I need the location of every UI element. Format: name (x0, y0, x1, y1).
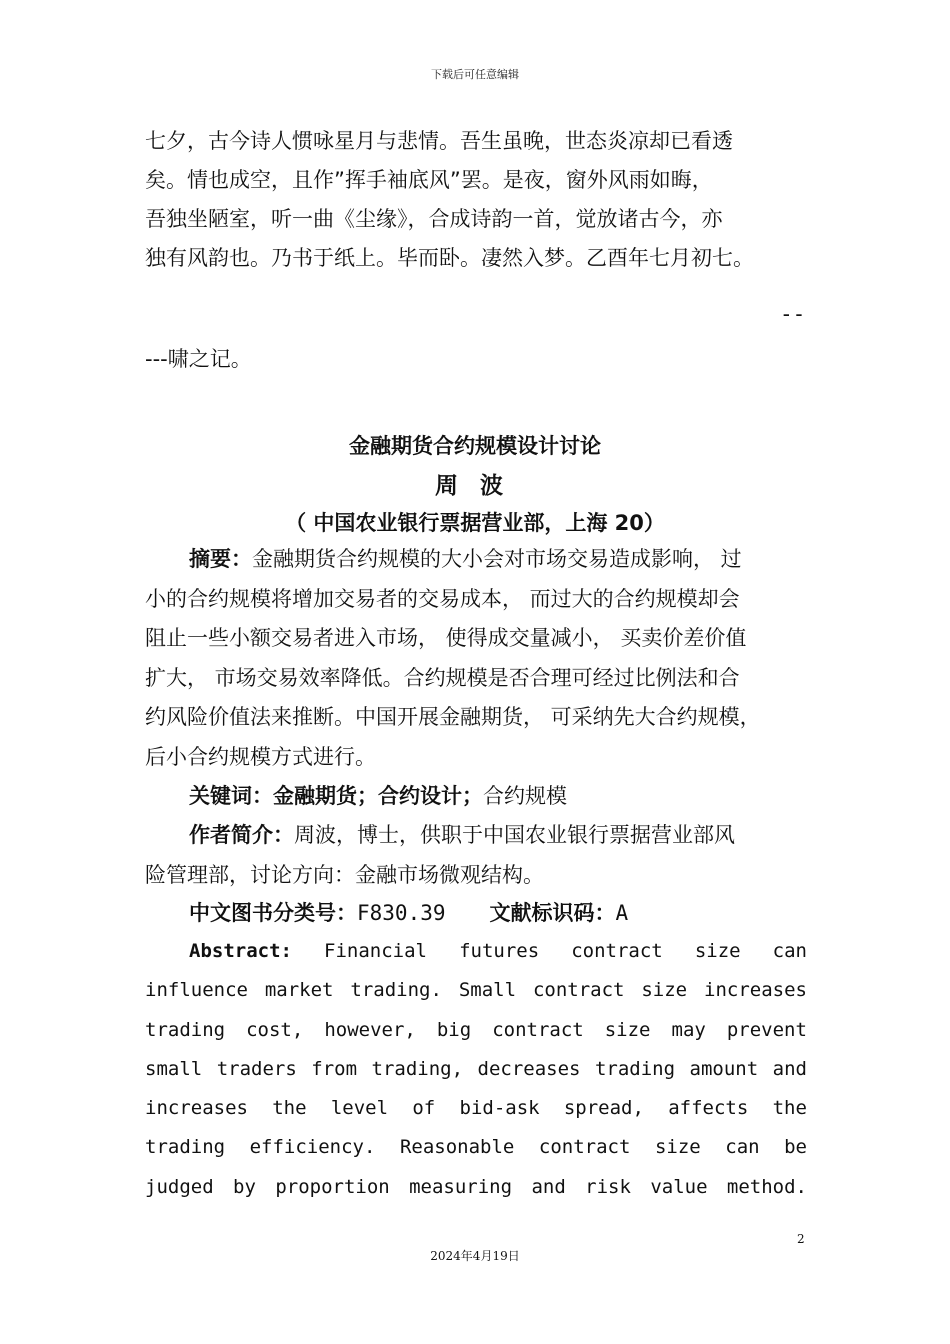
english-word: size (641, 979, 688, 1002)
doc-value: A (615, 901, 629, 925)
poem-line: 吾独坐陋室，听一曲《尘缘》，合成诗韵一首，觉放诸古今，亦 (145, 207, 723, 231)
english-word: affects (668, 1097, 749, 1120)
abstract-text: 金融期货合约规模的大小会对市场交易造成影响， 过 (252, 547, 742, 571)
english-word: trading, (371, 1057, 464, 1080)
english-abstract-line (145, 1089, 807, 1128)
english-word: trading (145, 1018, 226, 1041)
english-word: cost, (246, 1018, 304, 1041)
abstract-line: 约风险价值法来推断。中国开展金融期货， 可采纳先大合约规模， (145, 705, 761, 729)
page-footer-date: 2024年4月19日 (430, 1249, 520, 1263)
english-abstract-line (145, 1168, 807, 1207)
english-word: trading (594, 1057, 676, 1080)
poem-line: 独有风韵也。乃书于纸上。毕而卧。凄然入梦。乙酉年七月初七。 (145, 246, 754, 270)
english-word: contract (538, 1136, 631, 1159)
english-word: Reasonable (399, 1136, 515, 1159)
english-word: traders (216, 1057, 297, 1080)
author-intro-line: 险管理部，讨论方向：金融市场微观结构。 (145, 862, 544, 887)
english-word: market (264, 979, 334, 1002)
english-word: level (330, 1097, 389, 1120)
english-word: and (531, 1175, 566, 1198)
doc-label: 文献标识码： (489, 901, 616, 925)
english-word: from (311, 1057, 358, 1080)
english-word: small (145, 1057, 203, 1080)
class-label: 中文图书分类号： (189, 901, 357, 925)
keywords-label: 关键词： (189, 784, 273, 808)
abstract-line: 阻止一些小额交易者进入市场， 使得成交量减小， 买卖价差价值 (145, 626, 747, 650)
english-abstract-line (145, 932, 807, 971)
english-word: influence (145, 979, 248, 1002)
english-word: can (725, 1136, 760, 1159)
english-word: prevent (726, 1018, 807, 1041)
english-word: by (233, 1175, 256, 1198)
english-word: can (772, 940, 807, 962)
english-word: may (671, 1018, 706, 1041)
abstract-line: 后小合约规模方式进行。 (145, 744, 376, 769)
english-word: the (272, 1097, 307, 1120)
english-word: size (654, 1136, 701, 1159)
class-value: F830.39 (357, 901, 446, 925)
english-word: bid-ask (459, 1097, 540, 1120)
english-word: trading (145, 1136, 226, 1159)
english-word: efficiency. (249, 1136, 376, 1159)
article-affiliation: （ 中国农业银行票据营业部，上海 20） (285, 511, 665, 535)
abstract-line: 小的合约规模将增加交易者的交易成本， 而过大的合约规模却会 (145, 586, 740, 611)
page-number: 2 (797, 1232, 805, 1246)
english-word: value (650, 1175, 708, 1198)
abstract-label: 摘要： (189, 547, 252, 571)
poem-line: 七夕，古今诗人惯咏星月与悲情。吾生虽晚，世态炎凉却已看透 (145, 129, 733, 153)
keywords-rest: 合约规模 (483, 784, 567, 808)
english-abstract-line (145, 1011, 807, 1050)
keywords (145, 777, 851, 817)
english-word: big (436, 1018, 472, 1041)
signature-dash: -- (780, 302, 806, 326)
english-word: judged (145, 1175, 214, 1198)
english-word: however, (324, 1018, 416, 1041)
english-word: size (694, 940, 741, 962)
article-author: 周波 (435, 473, 525, 499)
english-word: risk (585, 1175, 631, 1198)
abstract-line: 扩大， 市场交易效率降低。合约规模是否合理可经过比例法和合 (145, 665, 740, 690)
abstract-line-first (145, 540, 807, 580)
poem-signature: ---啸之记。 (145, 347, 252, 371)
author-intro-text: 周波，博士，供职于中国农业银行票据营业部风 (294, 823, 735, 847)
english-abstract-line (145, 971, 807, 1010)
english-word: Small (458, 979, 517, 1002)
english-word: size (604, 1018, 651, 1041)
english-word: be (784, 1136, 807, 1159)
poem-line: 矣。情也成空，且作”挥手袖底风”罢。是夜，窗外风雨如晦， (145, 168, 713, 192)
english-abstract-label: Abstract: (189, 940, 292, 962)
page-header: 下载后可任意编辑 (431, 68, 519, 81)
english-word: spread, (563, 1097, 644, 1120)
english-abstract-line (145, 1050, 807, 1089)
author-intro-label: 作者简介： (189, 823, 294, 847)
english-word: futures (459, 940, 540, 962)
author-intro-line (145, 816, 807, 856)
english-abstract (145, 932, 807, 1207)
chinese-abstract (145, 540, 807, 777)
english-word: measuring (409, 1175, 513, 1198)
english-word: contract (492, 1018, 584, 1041)
english-word: increases (145, 1097, 248, 1120)
english-word: contract (571, 940, 663, 962)
author-intro (145, 816, 807, 895)
english-word: trading. (350, 979, 442, 1002)
keywords-bold: 金融期货；合约设计； (273, 784, 483, 808)
english-word: of (412, 1097, 436, 1120)
english-word: contract (532, 979, 625, 1002)
english-word: amount (689, 1057, 759, 1080)
english-word: decreases (477, 1057, 581, 1080)
english-abstract-line (145, 1128, 807, 1167)
english-word: proportion (275, 1175, 390, 1198)
english-word: the (772, 1097, 807, 1120)
classification (145, 894, 851, 934)
english-word: increases (704, 979, 807, 1002)
article-title: 金融期货合约规模设计讨论 (349, 434, 601, 458)
english-word: and (772, 1057, 807, 1080)
poem-preface (145, 122, 807, 278)
english-word: method. (726, 1175, 807, 1198)
english-word: Financial (324, 940, 427, 962)
